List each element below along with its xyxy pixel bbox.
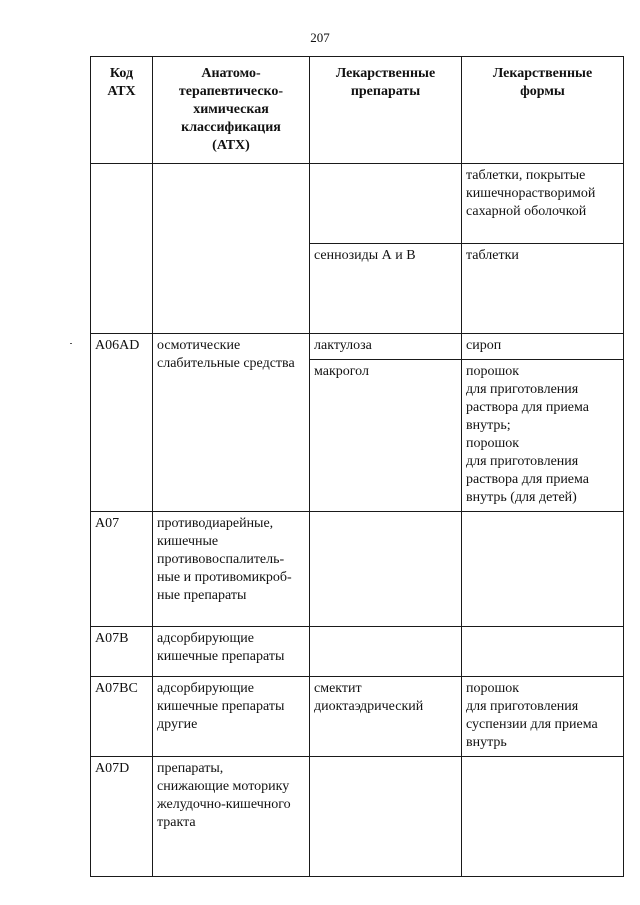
cell-drug bbox=[310, 512, 462, 627]
cell-code: A06AD bbox=[91, 334, 153, 512]
cell-drug: лактулоза bbox=[310, 334, 462, 360]
table-header-row bbox=[91, 57, 624, 164]
cell-drug: сеннозиды А и В bbox=[310, 244, 462, 334]
cell-classification: адсорбирующие кишечные препараты другие bbox=[153, 677, 310, 757]
cell-code: A07BC bbox=[91, 677, 153, 757]
cell-form bbox=[462, 757, 624, 877]
cell-drug: макрогол bbox=[310, 360, 462, 512]
cell-form bbox=[462, 627, 624, 677]
cell-classification: противодиарейные, кишечные противовоспалитель- ные и противомикроб- ные препараты bbox=[153, 512, 310, 627]
header-classification: Анатомо- терапевтическо- химическая классификация (АТХ) bbox=[153, 57, 310, 164]
cell-code: A07B bbox=[91, 627, 153, 677]
cell-form: порошок для приготовления суспензии для приема внутрь bbox=[462, 677, 624, 757]
cell-form bbox=[462, 512, 624, 627]
atx-table bbox=[90, 56, 624, 877]
table-row bbox=[91, 164, 624, 244]
cell-classification: адсорбирующие кишечные препараты bbox=[153, 627, 310, 677]
cell-drug bbox=[310, 164, 462, 244]
cell-classification: препараты, снижающие моторику желудочно-кишечного тракта bbox=[153, 757, 310, 877]
header-drugs: Лекарственные препараты bbox=[310, 57, 462, 164]
cell-form: таблетки, покрытые кишечнорастворимой сахарной оболочкой bbox=[462, 164, 624, 244]
cell-drug bbox=[310, 757, 462, 877]
table-row bbox=[91, 757, 624, 877]
cell-form: сироп bbox=[462, 334, 624, 360]
header-code: Код АТХ bbox=[91, 57, 153, 164]
cell-form: порошок для приготовления раствора для приема внутрь; порошок для приготовления раствора для приема внутрь (для детей) bbox=[462, 360, 624, 512]
table-row bbox=[91, 334, 624, 360]
table-row bbox=[91, 512, 624, 627]
cell-drug: смектит диоктаэдрический bbox=[310, 677, 462, 757]
cell-classification bbox=[153, 164, 310, 334]
cell-code bbox=[91, 164, 153, 334]
cell-code: A07 bbox=[91, 512, 153, 627]
page-number: 207 bbox=[310, 30, 330, 45]
header-forms: Лекарственные формы bbox=[462, 57, 624, 164]
cell-drug bbox=[310, 627, 462, 677]
cell-code: A07D bbox=[91, 757, 153, 877]
cell-form: таблетки bbox=[462, 244, 624, 334]
scan-speck bbox=[70, 343, 72, 344]
table-row bbox=[91, 677, 624, 757]
table-row bbox=[91, 627, 624, 677]
cell-classification: осмотические слабительные средства bbox=[153, 334, 310, 512]
